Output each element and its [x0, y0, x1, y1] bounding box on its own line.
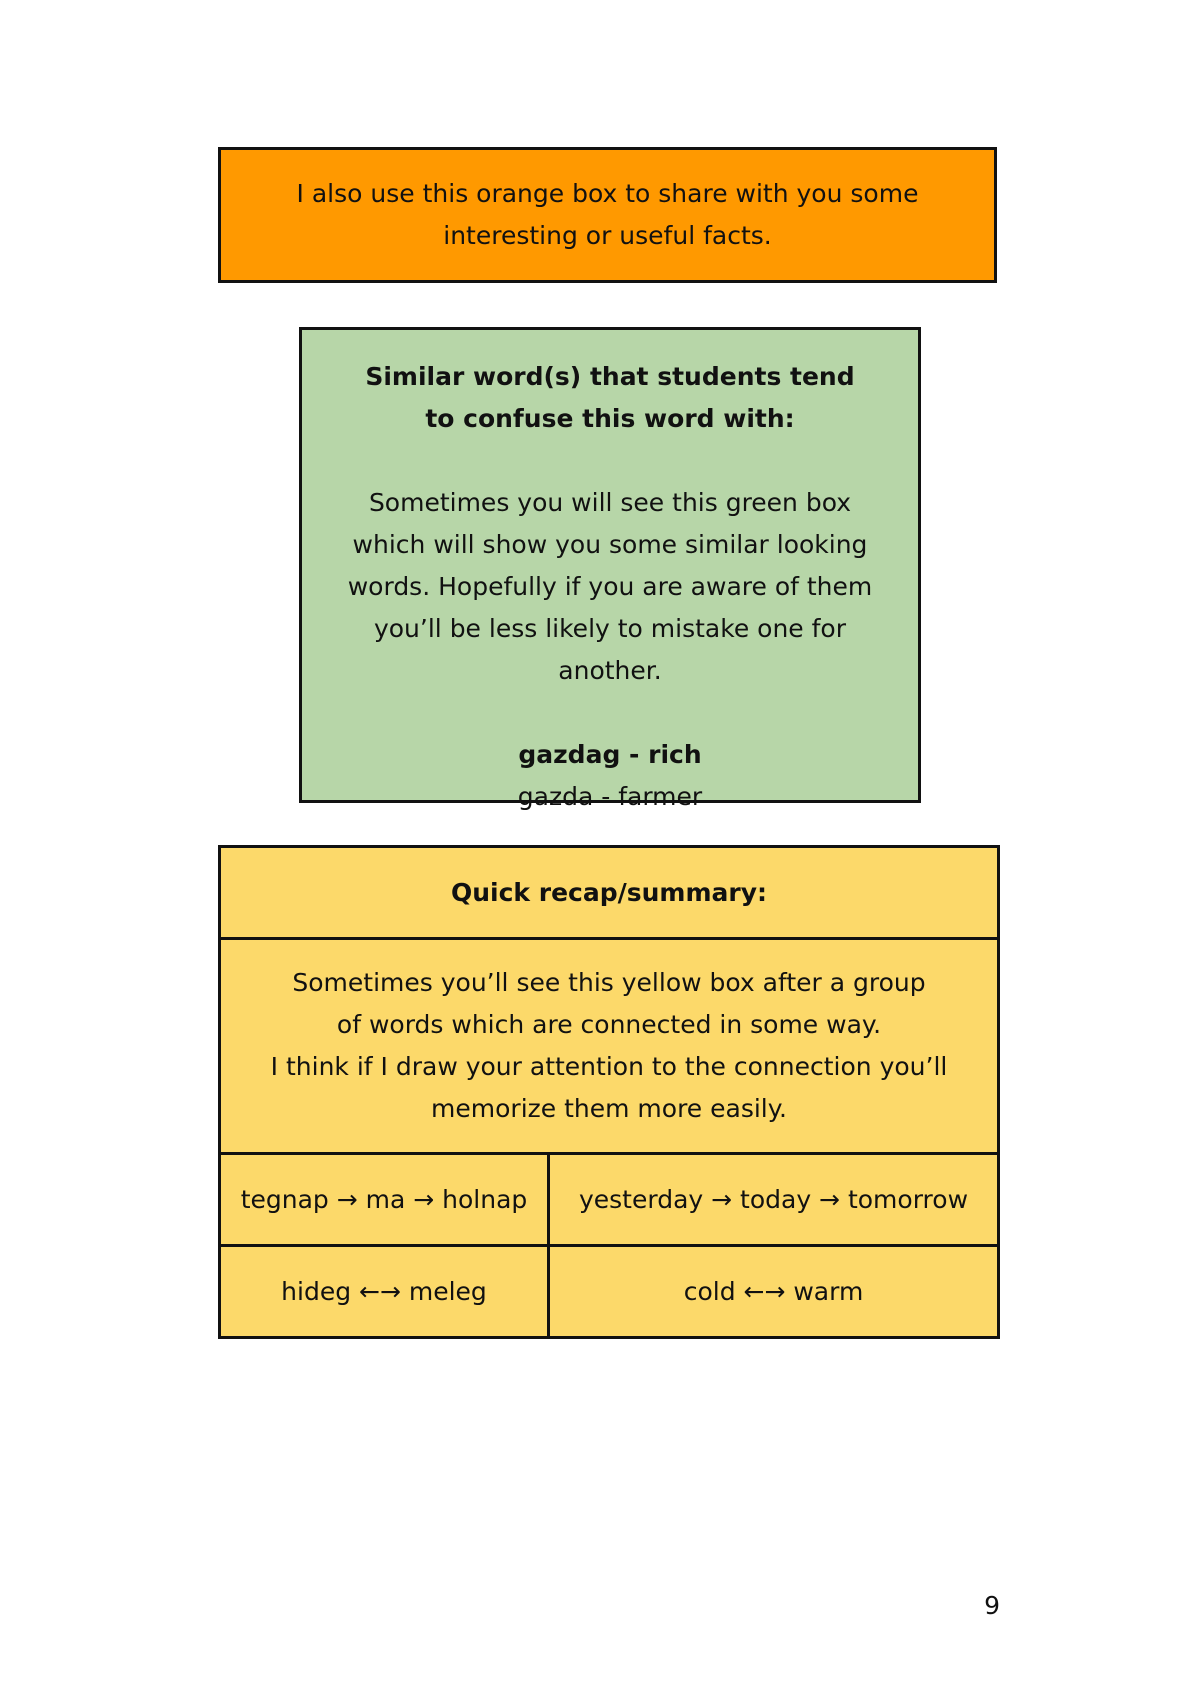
similar-words-body: Sometimes you will see this green box which will show you some similar looking words. Hopefully if you are aware of them you’ll be less likely to mistake one for another.: [347, 488, 873, 685]
recap-summary-table: [218, 845, 1000, 1339]
recap-title: Quick recap/summary:: [220, 847, 999, 939]
similar-words-example-main: gazdag - rich: [518, 740, 702, 769]
recap-hungarian-cell: hideg ←→ meleg: [220, 1246, 549, 1338]
recap-description-line2: I think if I draw your attention to the connection you’ll memorize them more easily.: [270, 1052, 948, 1123]
recap-description: [220, 939, 999, 1154]
recap-english-cell: cold ←→ warm: [549, 1246, 999, 1338]
recap-title-row: [220, 847, 999, 939]
similar-words-heading: Similar word(s) that students tend to confuse this word with:: [365, 362, 855, 433]
page-number: 9: [984, 1591, 1000, 1620]
recap-english-cell: yesterday → today → tomorrow: [549, 1154, 999, 1246]
similar-words-box: [299, 327, 921, 811]
similar-words-example-sub: gazda - farmer: [517, 782, 703, 811]
orange-fact-box: [218, 147, 997, 283]
recap-description-row: [220, 939, 999, 1154]
table-row: [220, 1246, 999, 1338]
orange-fact-text: I also use this orange box to share with you some interesting or useful facts.: [296, 179, 919, 250]
recap-hungarian-cell: tegnap → ma → holnap: [220, 1154, 549, 1246]
recap-description-line1: Sometimes you’ll see this yellow box after a group of words which are connected in some way.: [292, 968, 926, 1039]
table-row: [220, 1154, 999, 1246]
